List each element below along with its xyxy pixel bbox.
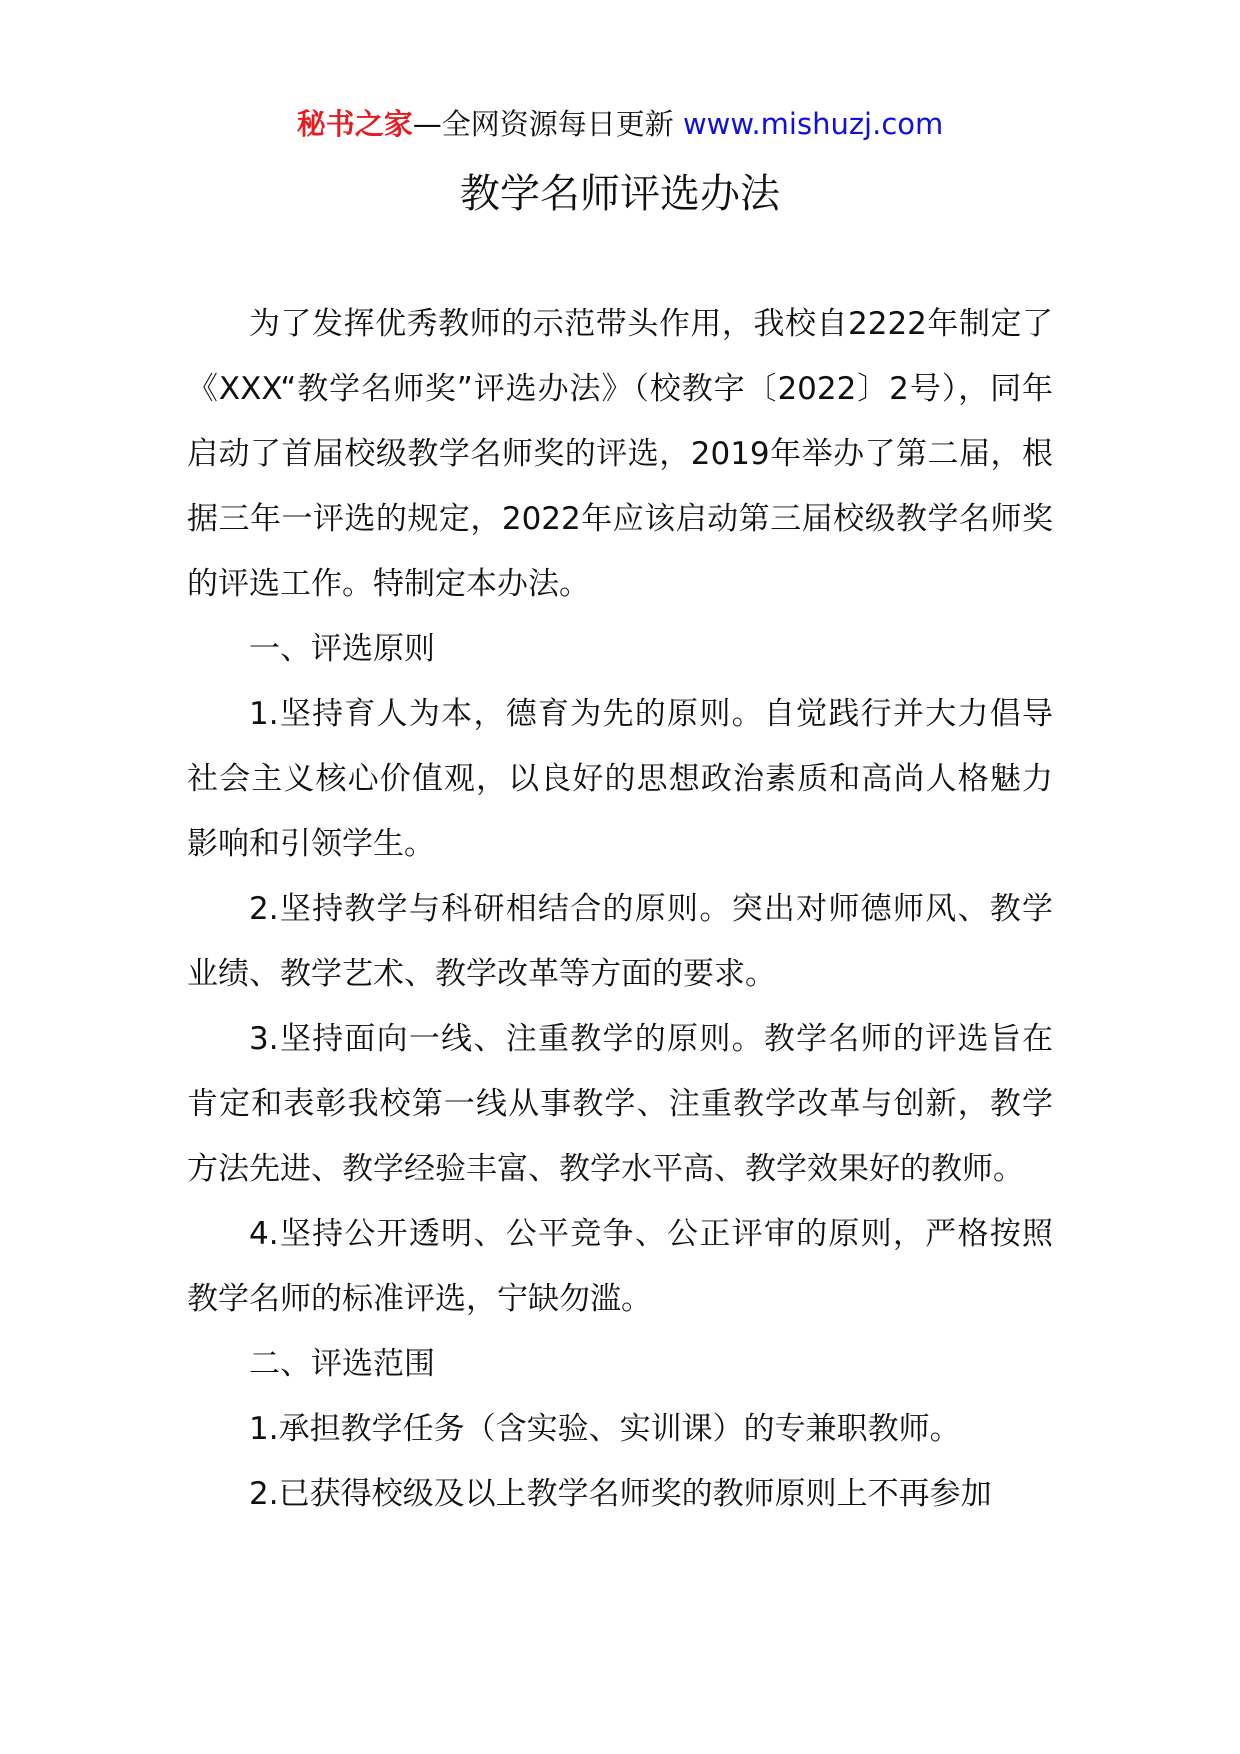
principle-4-paragraph: 4.坚持公开透明、公平竞争、公正评审的原则，严格按照教学名师的标准评选，宁缺勿滥。 — [187, 1216, 1053, 1317]
header-slogan: —全网资源每日更新 — [412, 107, 674, 141]
intro-paragraph: 为了发挥优秀教师的示范带头作用，我校自2222年制定了《XXX“教学名师奖”评选办法》（校教字〔2022〕2号），同年启动了首届校级教学名师奖的评选，2019年举办了第二届，根据三年一评选的规定，2022年应该启动第三届校级教学名师奖的评选工作。特制定本办法。 — [187, 306, 1053, 602]
site-header — [0, 104, 1240, 144]
principle-3-paragraph: 3.坚持面向一线、注重教学的原则。教学名师的评选旨在肯定和表彰我校第一线从事教学、注重教学改革与创新，教学方法先进、教学经验丰富、教学水平高、教学效果好的教师。 — [187, 1021, 1053, 1187]
brand-name: 秘书之家 — [296, 107, 413, 141]
principle-2-paragraph: 2.坚持教学与科研相结合的原则。突出对师德师风、教学业绩、教学艺术、教学改革等方面的要求。 — [187, 891, 1053, 992]
document-body — [187, 292, 1053, 1527]
site-url-link[interactable]: www.mishuzj.com — [682, 107, 944, 141]
scope-2-paragraph: 2.已获得校级及以上教学名师奖的教师原则上不再参加 — [249, 1476, 992, 1512]
document-title: 教学名师评选办法 — [460, 171, 780, 217]
principle-1-paragraph: 1.坚持育人为本，德育为先的原则。自觉践行并大力倡导社会主义核心价值观，以良好的思想政治素质和高尚人格魅力影响和引领学生。 — [187, 696, 1053, 862]
scope-1-paragraph: 1.承担教学任务（含实验、实训课）的专兼职教师。 — [249, 1411, 961, 1447]
section-heading-scope: 二、评选范围 — [249, 1346, 435, 1382]
section-heading-principles: 一、评选原则 — [249, 631, 435, 667]
